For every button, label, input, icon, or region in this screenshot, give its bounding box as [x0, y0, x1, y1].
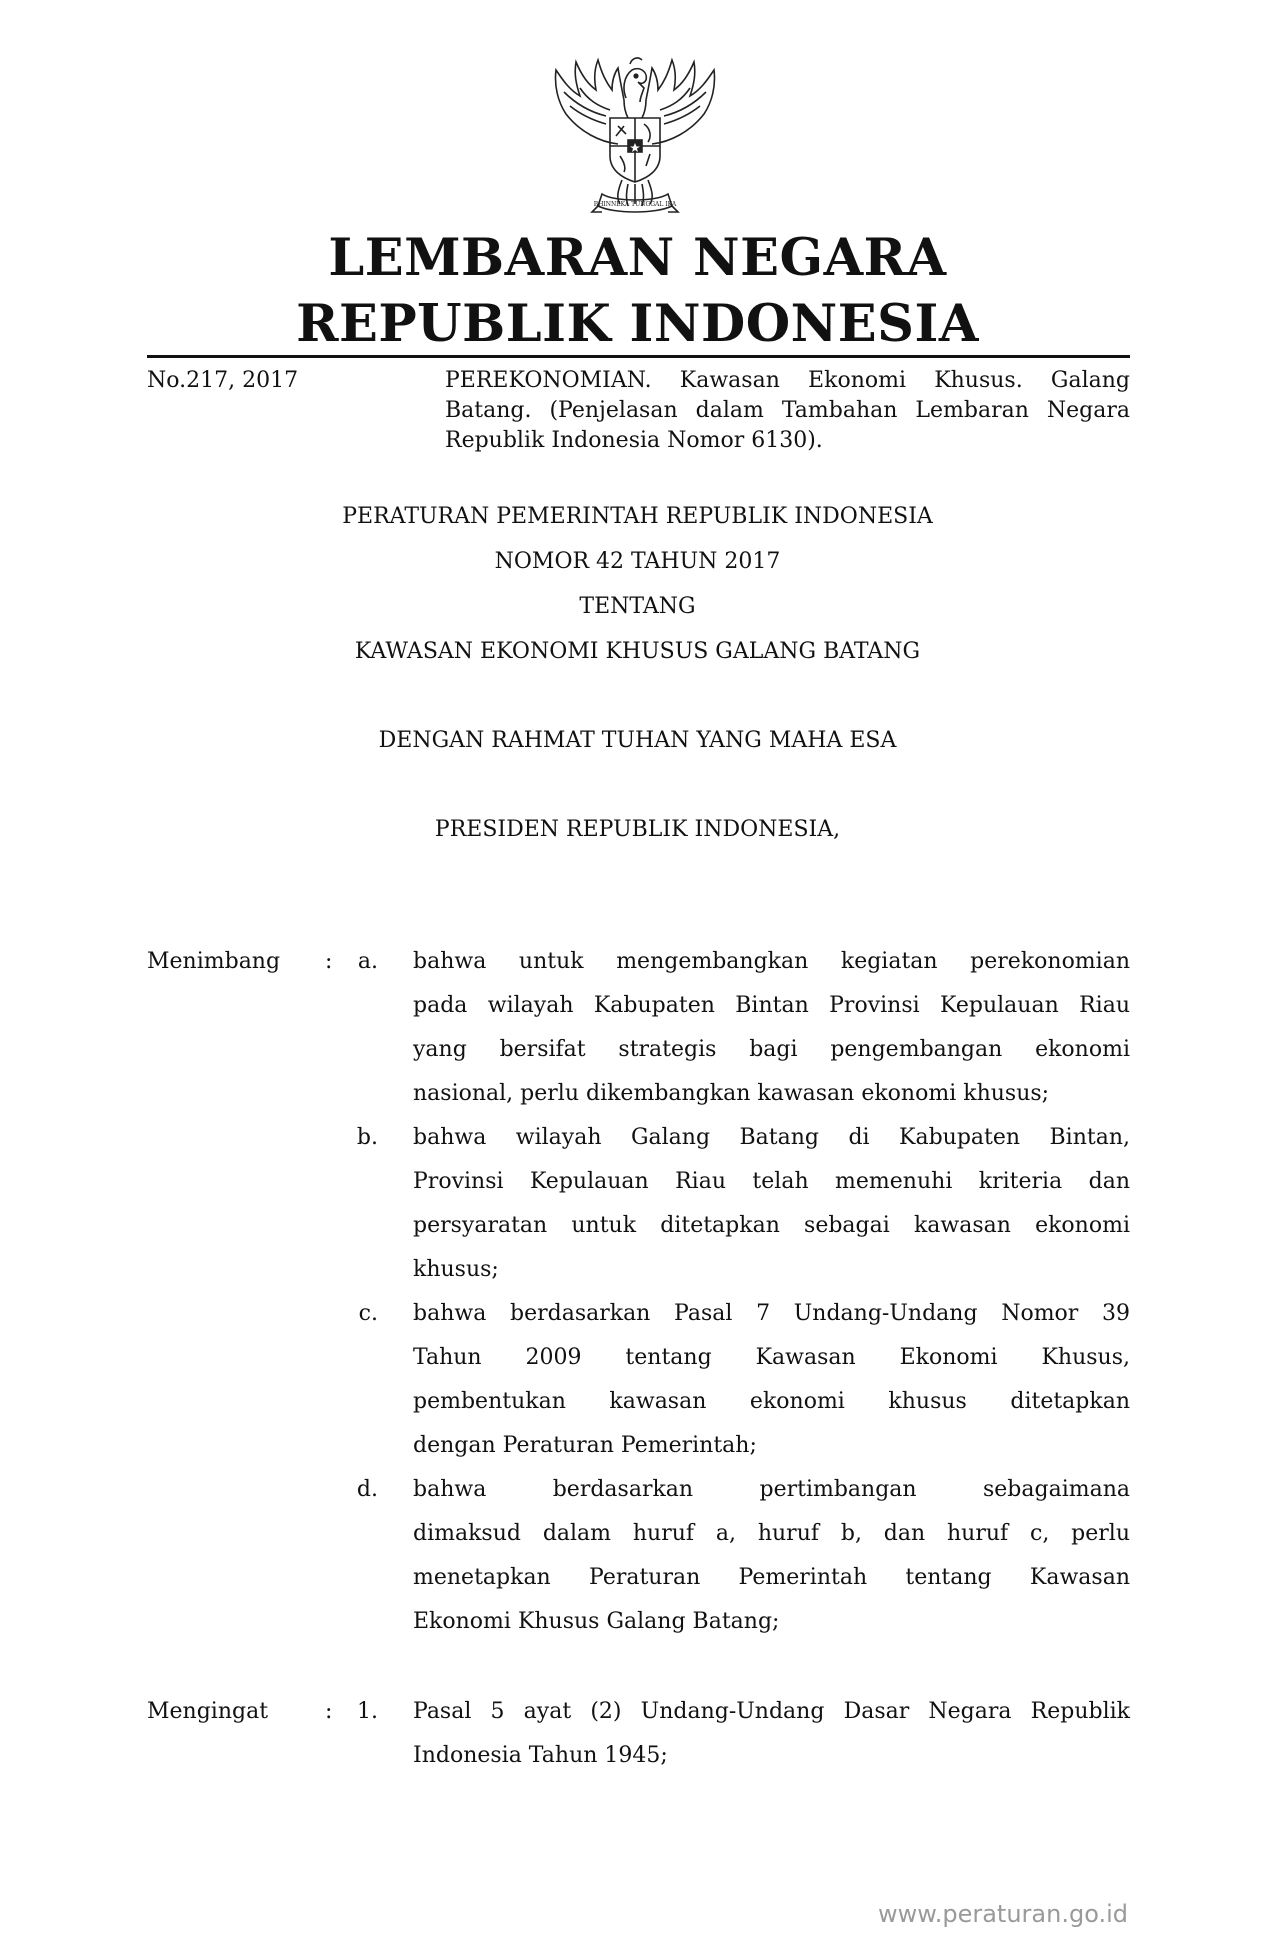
gazette-number: No.217, 2017 [147, 368, 299, 393]
mengingat-marker-1: 1. [357, 1699, 378, 1724]
issuer: PRESIDEN REPUBLIK INDONESIA, [434, 817, 841, 842]
text-line: dengan Peraturan Pemerintah; [413, 1433, 757, 1458]
menimbang-label: Menimbang [147, 949, 281, 974]
text-line: Provinsi Kepulauan Riau telah memenuhi kriteria dan [413, 1169, 1130, 1194]
text-line: bahwa wilayah Galang Batang di Kabupaten Bintan, [413, 1125, 1130, 1150]
regulation-type: PERATURAN PEMERINTAH REPUBLIK INDONESIA [342, 504, 933, 529]
text-line: Pasal 5 ayat (2) Undang-Undang Dasar Negara Republik [413, 1699, 1130, 1724]
menimbang-item-b [413, 1116, 1130, 1292]
menimbang-item-d [413, 1468, 1130, 1644]
mengingat-colon: : [325, 1699, 333, 1724]
gazette-title-line1: LEMBARAN NEGARA [328, 228, 947, 288]
mengingat-item-1 [413, 1690, 1130, 1778]
text-line: dimaksud dalam huruf a, huruf b, dan huruf c, perlu [413, 1521, 1130, 1546]
text-line: Tahun 2009 tentang Kawasan Ekonomi Khusus, [413, 1345, 1130, 1370]
regulation-about: TENTANG [579, 594, 696, 619]
menimbang-marker-c: c. [358, 1301, 378, 1326]
garuda-emblem-icon [540, 44, 730, 224]
text-line: Indonesia Tahun 1945; [413, 1743, 668, 1768]
menimbang-marker-a: a. [357, 949, 378, 974]
mengingat-label: Mengingat [147, 1699, 269, 1724]
invocation: DENGAN RAHMAT TUHAN YANG MAHA ESA [378, 728, 897, 753]
text-line: nasional, perlu dikembangkan kawasan ekonomi khusus; [413, 1081, 1050, 1106]
header-divider [147, 355, 1130, 358]
text-line: bahwa berdasarkan pertimbangan sebagaimana [413, 1477, 1130, 1502]
text-line: yang bersifat strategis bagi pengembangan ekonomi [413, 1037, 1130, 1062]
menimbang-item-a [413, 940, 1130, 1116]
menimbang-marker-d: d. [356, 1477, 378, 1502]
text-line: pembentukan kawasan ekonomi khusus ditetapkan [413, 1389, 1130, 1414]
footer-url: www.peraturan.go.id [878, 1900, 1128, 1928]
text-line: bahwa untuk mengembangkan kegiatan perekonomian [413, 949, 1130, 974]
regulation-number: NOMOR 42 TAHUN 2017 [494, 549, 781, 574]
text-line: khusus; [413, 1257, 499, 1282]
text-line: pada wilayah Kabupaten Bintan Provinsi Kepulauan Riau [413, 993, 1130, 1018]
gazette-title-line2: REPUBLIK INDONESIA [296, 294, 979, 354]
emblem-motto: BHINNEKA TUNGGAL IKA [593, 201, 677, 208]
menimbang-colon: : [325, 949, 333, 974]
gazette-description: PEREKONOMIAN. Kawasan Ekonomi Khusus. Galang Batang. (Penjelasan dalam Tambahan Lembaran Negara Republik Indonesia Nomor 6130). [445, 368, 1130, 453]
text-line: bahwa berdasarkan Pasal 7 Undang-Undang Nomor 39 [413, 1301, 1130, 1326]
regulation-subject: KAWASAN EKONOMI KHUSUS GALANG BATANG [354, 639, 921, 664]
text-line: Ekonomi Khusus Galang Batang; [413, 1609, 780, 1634]
text-line: menetapkan Peraturan Pemerintah tentang Kawasan [413, 1565, 1130, 1590]
menimbang-marker-b: b. [356, 1125, 378, 1150]
text-line: persyaratan untuk ditetapkan sebagai kawasan ekonomi [413, 1213, 1130, 1238]
menimbang-item-c [413, 1292, 1130, 1468]
